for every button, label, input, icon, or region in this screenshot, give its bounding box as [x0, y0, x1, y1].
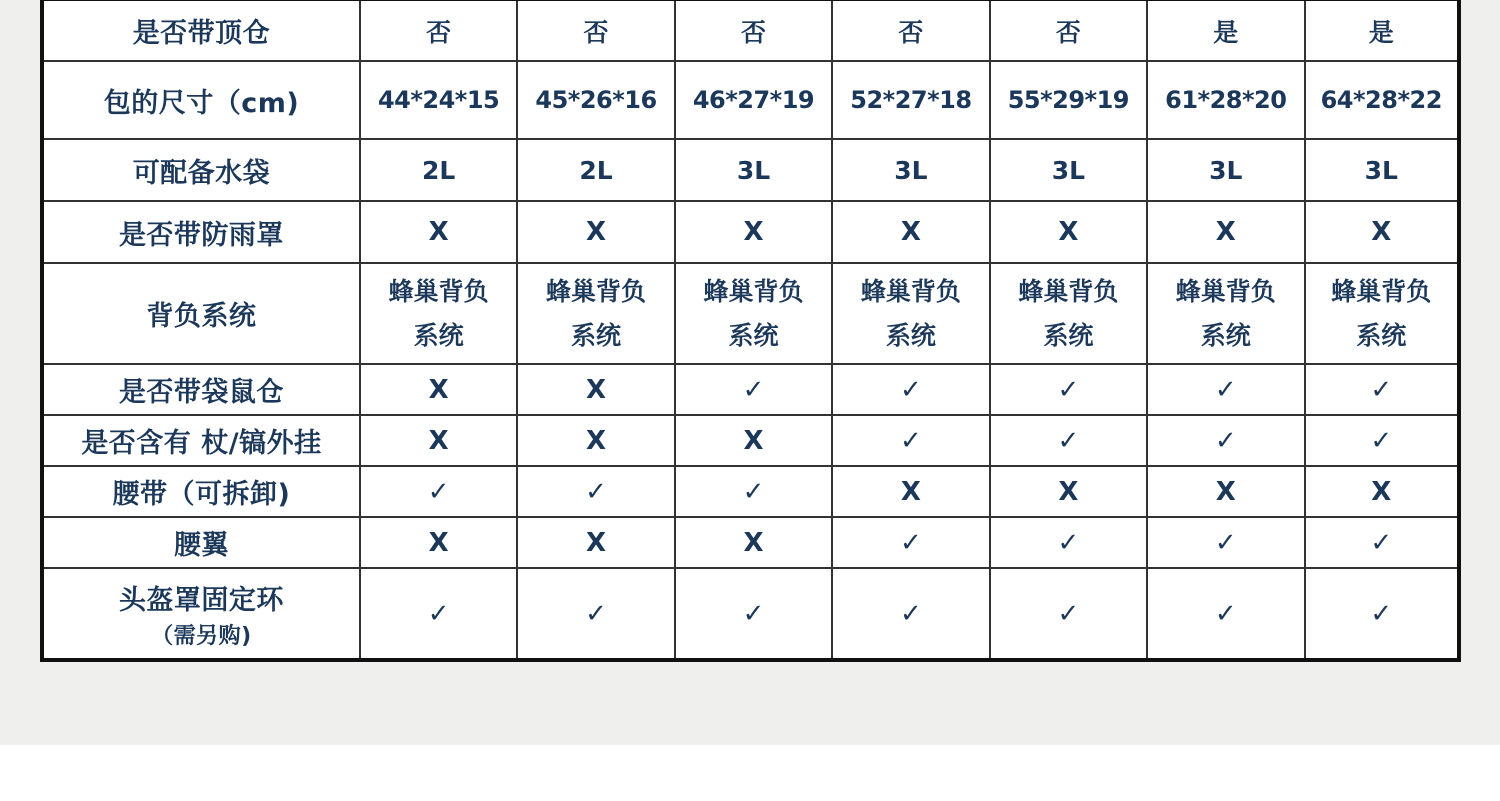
- table-cell: X: [832, 466, 989, 517]
- table-cell: 52*27*18: [832, 61, 989, 139]
- table-cell: X: [1305, 201, 1459, 263]
- table-cell: X: [832, 201, 989, 263]
- table-cell: [675, 263, 832, 364]
- table-cell: ✓: [360, 466, 517, 517]
- table-cell: ✓: [1147, 415, 1304, 466]
- table-cell: X: [360, 415, 517, 466]
- table-cell: ✓: [990, 568, 1147, 660]
- table-cell: 64*28*22: [1305, 61, 1459, 139]
- table-cell: X: [360, 517, 517, 568]
- row-hip-wings: [42, 517, 1459, 568]
- table-cell: X: [360, 364, 517, 415]
- table-cell: X: [1305, 466, 1459, 517]
- table-cell: 是: [1305, 0, 1459, 61]
- row-label: 是否带袋鼠仓: [42, 364, 360, 415]
- row-rain-cover: [42, 201, 1459, 263]
- table-cell: ✓: [832, 568, 989, 660]
- row-label: 背负系统: [42, 263, 360, 364]
- row-label: 腰带（可拆卸): [42, 466, 360, 517]
- table-cell: ✓: [832, 364, 989, 415]
- table-cell: [1147, 263, 1304, 364]
- table-cell: 44*24*15: [360, 61, 517, 139]
- table-cell: 否: [675, 0, 832, 61]
- table-cell: [360, 263, 517, 364]
- table-cell: ✓: [1305, 415, 1459, 466]
- table-cell: X: [517, 364, 674, 415]
- row-helmet-holder: [42, 568, 1459, 660]
- table-cell: X: [517, 415, 674, 466]
- table-cell: X: [675, 201, 832, 263]
- cell-text: 蜂巢背负系统: [546, 276, 647, 350]
- row-pole-axe-attachment: [42, 415, 1459, 466]
- row-label: 腰翼: [42, 517, 360, 568]
- table-cell: 55*29*19: [990, 61, 1147, 139]
- table-cell: ✓: [675, 466, 832, 517]
- table-cell: ✓: [1305, 568, 1459, 660]
- table-cell: 3L: [832, 139, 989, 201]
- table-cell: 否: [832, 0, 989, 61]
- table-cell: [517, 263, 674, 364]
- row-label-note: （需另购): [151, 623, 252, 649]
- table-cell: X: [1147, 201, 1304, 263]
- table-cell: ✓: [1305, 517, 1459, 568]
- row-kangaroo-pocket: [42, 364, 1459, 415]
- cell-text: 蜂巢背负系统: [703, 276, 804, 350]
- table-cell: [990, 263, 1147, 364]
- table-cell: X: [517, 517, 674, 568]
- row-top-compartment: [42, 0, 1459, 61]
- table-cell: X: [675, 517, 832, 568]
- cell-text: 蜂巢背负系统: [1175, 276, 1276, 350]
- table-cell: 3L: [1147, 139, 1304, 201]
- table-cell: ✓: [990, 415, 1147, 466]
- table-cell: X: [1147, 466, 1304, 517]
- table-cell: 否: [517, 0, 674, 61]
- row-label-text: 头盔罩固定环: [118, 584, 284, 616]
- cell-text: 蜂巢背负系统: [388, 276, 489, 350]
- table-cell: 否: [990, 0, 1147, 61]
- table-cell: 3L: [675, 139, 832, 201]
- table-cell: 61*28*20: [1147, 61, 1304, 139]
- row-label: 是否带防雨罩: [42, 201, 360, 263]
- table-cell: ✓: [675, 364, 832, 415]
- row-carry-system: [42, 263, 1459, 364]
- row-label: 包的尺寸（cm): [42, 61, 360, 139]
- table-cell: 是: [1147, 0, 1304, 61]
- table-cell: ✓: [675, 568, 832, 660]
- cell-text: 蜂巢背负系统: [1018, 276, 1119, 350]
- table-cell: X: [990, 466, 1147, 517]
- row-label: 可配备水袋: [42, 139, 360, 201]
- cell-text: 蜂巢背负系统: [1331, 276, 1432, 350]
- table-cell: 3L: [1305, 139, 1459, 201]
- cell-text: 蜂巢背负系统: [860, 276, 961, 350]
- table-cell: X: [990, 201, 1147, 263]
- table-cell: ✓: [517, 568, 674, 660]
- table-cell: ✓: [360, 568, 517, 660]
- table-cell: ✓: [1147, 364, 1304, 415]
- row-bag-size: [42, 61, 1459, 139]
- row-hip-belt: [42, 466, 1459, 517]
- table-cell: ✓: [990, 517, 1147, 568]
- table-cell: ✓: [1147, 517, 1304, 568]
- table-cell: 3L: [990, 139, 1147, 201]
- table-cell: ✓: [832, 415, 989, 466]
- row-label: 是否含有 杖/镐外挂: [42, 415, 360, 466]
- table-cell: ✓: [832, 517, 989, 568]
- table-cell: ✓: [1305, 364, 1459, 415]
- spec-comparison-table: [40, 0, 1461, 662]
- row-label: 是否带顶仓: [42, 0, 360, 61]
- table-cell: 2L: [517, 139, 674, 201]
- row-label: [42, 568, 360, 660]
- table-cell: ✓: [517, 466, 674, 517]
- table-cell: X: [675, 415, 832, 466]
- table-cell: 46*27*19: [675, 61, 832, 139]
- table-cell: 否: [360, 0, 517, 61]
- table-cell: [832, 263, 989, 364]
- table-cell: [1305, 263, 1459, 364]
- table-cell: ✓: [990, 364, 1147, 415]
- table-cell: ✓: [1147, 568, 1304, 660]
- table-cell: X: [517, 201, 674, 263]
- row-water-bladder: [42, 139, 1459, 201]
- table-cell: X: [360, 201, 517, 263]
- table-cell: 45*26*16: [517, 61, 674, 139]
- table-cell: 2L: [360, 139, 517, 201]
